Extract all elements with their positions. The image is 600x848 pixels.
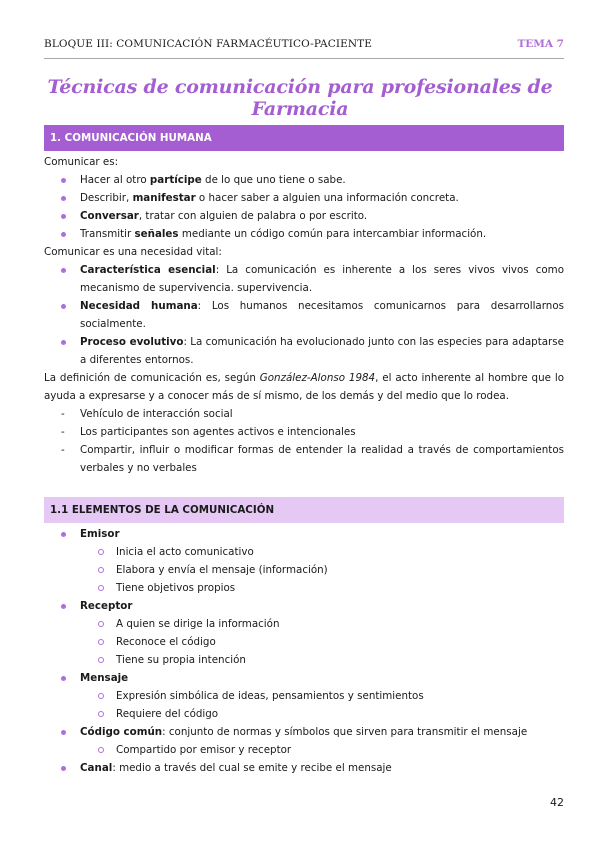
page-header xyxy=(44,36,564,59)
definition-paragraph: La definición de comunicación es, según González-Alonso 1984, el acto inherente al hombre que lo ayuda a expresarse y a conocer más de sí mismo, de los demás y del medio que lo rodea. xyxy=(44,372,564,402)
list-item: - Los participantes son agentes activos e intencionales xyxy=(44,423,564,441)
element-mensaje: Mensaje Expresión simbólica de ideas, pensamientos y sentimientos Requiere del código xyxy=(44,669,564,723)
list-item: Necesidad humana: Los humanos necesitamos comunicarnos para desarrollarnos socialmente. xyxy=(44,297,564,333)
necesidad-list xyxy=(44,261,564,369)
list-item: Tiene objetivos propios xyxy=(44,579,564,597)
definition-dash-list xyxy=(44,405,564,477)
list-item: A quien se dirige la información xyxy=(44,615,564,633)
list-item: Característica esencial: La comunicación es inherente a los seres vivos vivos como mecanismo de supervivencia. supervivencia. xyxy=(44,261,564,297)
topic-label: TEMA 7 xyxy=(517,38,564,50)
list-item: Compartido por emisor y receptor xyxy=(44,741,564,759)
emisor-sublist xyxy=(44,543,564,597)
list-item: Requiere del código xyxy=(44,705,564,723)
document-body xyxy=(44,125,564,777)
list-item: - Vehículo de interacción social xyxy=(44,405,564,423)
page-title: Técnicas de comunicación para profesionales de Farmacia xyxy=(47,76,553,120)
section-heading-elementos: 1.1 ELEMENTOS DE LA COMUNICACIÓN xyxy=(44,497,564,523)
codigo-sublist xyxy=(44,741,564,759)
receptor-sublist xyxy=(44,615,564,669)
intro-text-2: Comunicar es una necesidad vital: xyxy=(44,246,222,258)
list-item: Inicia el acto comunicativo xyxy=(44,543,564,561)
elementos-list xyxy=(44,525,564,777)
comunicar-list xyxy=(44,171,564,243)
list-item: Elabora y envía el mensaje (información) xyxy=(44,561,564,579)
page-number: 42 xyxy=(550,796,564,809)
block-title: BLOQUE III: COMUNICACIÓN FARMACÉUTICO-PACIENTE xyxy=(44,38,373,50)
list-item: - Compartir, influir o modificar formas de entender la realidad a través de comportamientos verbales y no verbales xyxy=(44,441,564,477)
element-canal: Canal: medio a través del cual se emite y recibe el mensaje xyxy=(44,759,564,777)
list-item: Hacer al otro partícipe de lo que uno tiene o sabe. xyxy=(44,171,564,189)
element-emisor: Emisor Inicia el acto comunicativo Elabora y envía el mensaje (información) Tiene objetivos propios xyxy=(44,525,564,597)
element-receptor: Receptor A quien se dirige la información Reconoce el código Tiene su propia intención xyxy=(44,597,564,669)
list-item: Conversar, tratar con alguien de palabra o por escrito. xyxy=(44,207,564,225)
list-item: Describir, manifestar o hacer saber a alguien una información concreta. xyxy=(44,189,564,207)
intro-text: Comunicar es: xyxy=(44,156,119,168)
element-codigo: Código común: conjunto de normas y símbolos que sirven para transmitir el mensaje Compartido por emisor y receptor xyxy=(44,723,564,759)
list-item: Tiene su propia intención xyxy=(44,651,564,669)
mensaje-sublist xyxy=(44,687,564,723)
list-item: Transmitir señales mediante un código común para intercambiar información. xyxy=(44,225,564,243)
list-item: Expresión simbólica de ideas, pensamientos y sentimientos xyxy=(44,687,564,705)
section-heading-comunicacion-humana: 1. COMUNICACIÓN HUMANA xyxy=(44,125,564,151)
list-item: Reconoce el código xyxy=(44,633,564,651)
list-item: Proceso evolutivo: La comunicación ha evolucionado junto con las especies para adaptarse a diferentes entornos. xyxy=(44,333,564,369)
